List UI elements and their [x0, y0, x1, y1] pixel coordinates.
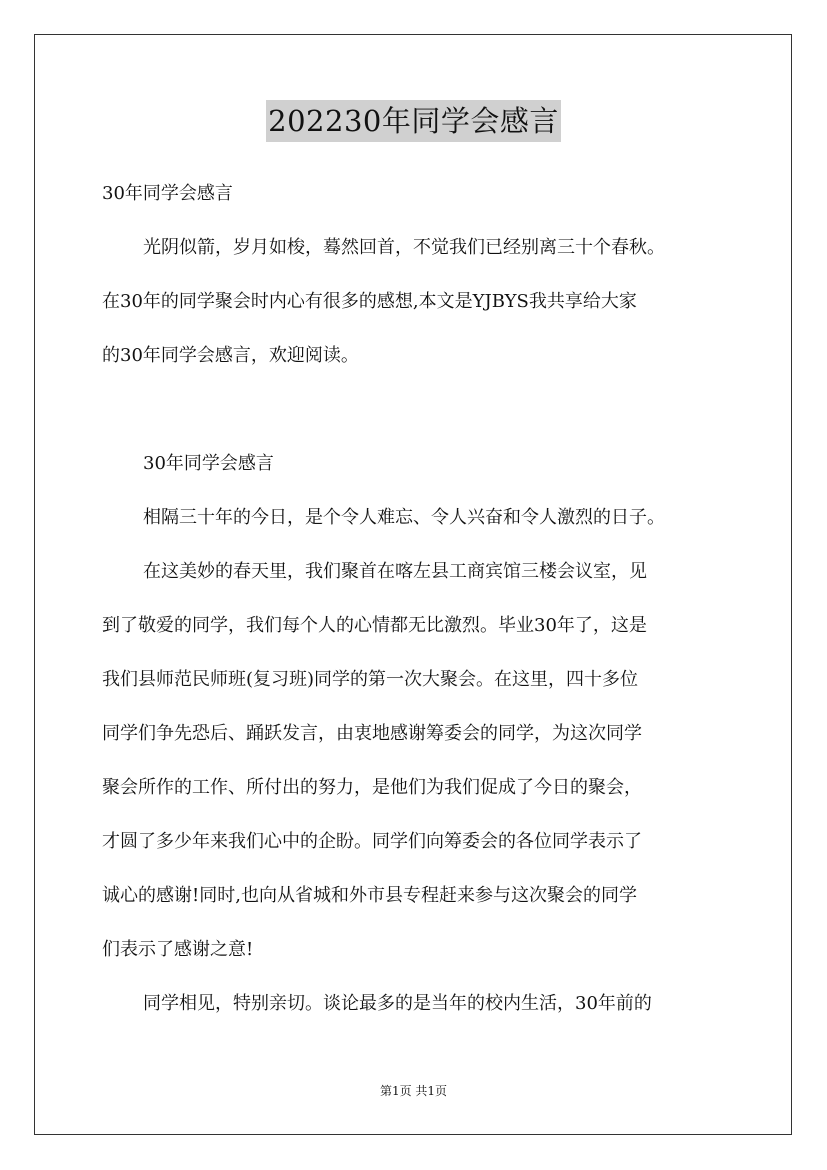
- paragraph-line: 聚会所作的工作、所付出的努力，是他们为我们促成了今日的聚会，: [102, 777, 642, 798]
- paragraph-line: 的30年同学会感言，欢迎阅读。: [102, 345, 359, 366]
- paragraph-line: 到了敬爱的同学，我们每个人的心情都无比激烈。毕业30年了，这是: [102, 615, 647, 636]
- paragraph-line: 诚心的感谢!同时,也向从省城和外市县专程赶来参与这次聚会的同学: [102, 885, 637, 906]
- paragraph-line: 我们县师范民师班(复习班)同学的第一次大聚会。在这里，四十多位: [102, 669, 639, 690]
- paragraph-line: 光阴似箭，岁月如梭，蓦然回首，不觉我们已经别离三十个春秋。: [143, 237, 665, 258]
- section-heading: 30年同学会感言: [143, 453, 274, 474]
- paragraph-line: 才圆了多少年来我们心中的企盼。同学们向筹委会的各位同学表示了: [102, 831, 642, 852]
- paragraph-line: 相隔三十年的今日，是个令人难忘、令人兴奋和令人激烈的日子。: [143, 507, 665, 528]
- paragraph-line: 在这美妙的春天里，我们聚首在喀左县工商宾馆三楼会议室，见: [143, 561, 647, 582]
- paragraph-line: 同学相见，特别亲切。谈论最多的是当年的校内生活，30年前的: [143, 993, 652, 1014]
- paragraph-line: 同学们争先恐后、踊跃发言，由衷地感谢筹委会的同学，为这次同学: [102, 723, 642, 744]
- page-footer: 第1页 共1页: [379, 1084, 448, 1098]
- document-title: 202230年同学会感言: [266, 100, 561, 142]
- subtitle-line: 30年同学会感言: [102, 183, 233, 204]
- paragraph-line: 在30年的同学聚会时内心有很多的感想,本文是YJBYS我共享给大家: [102, 291, 637, 312]
- title-container: [0, 100, 827, 142]
- paragraph-line: 们表示了感谢之意!: [102, 939, 254, 960]
